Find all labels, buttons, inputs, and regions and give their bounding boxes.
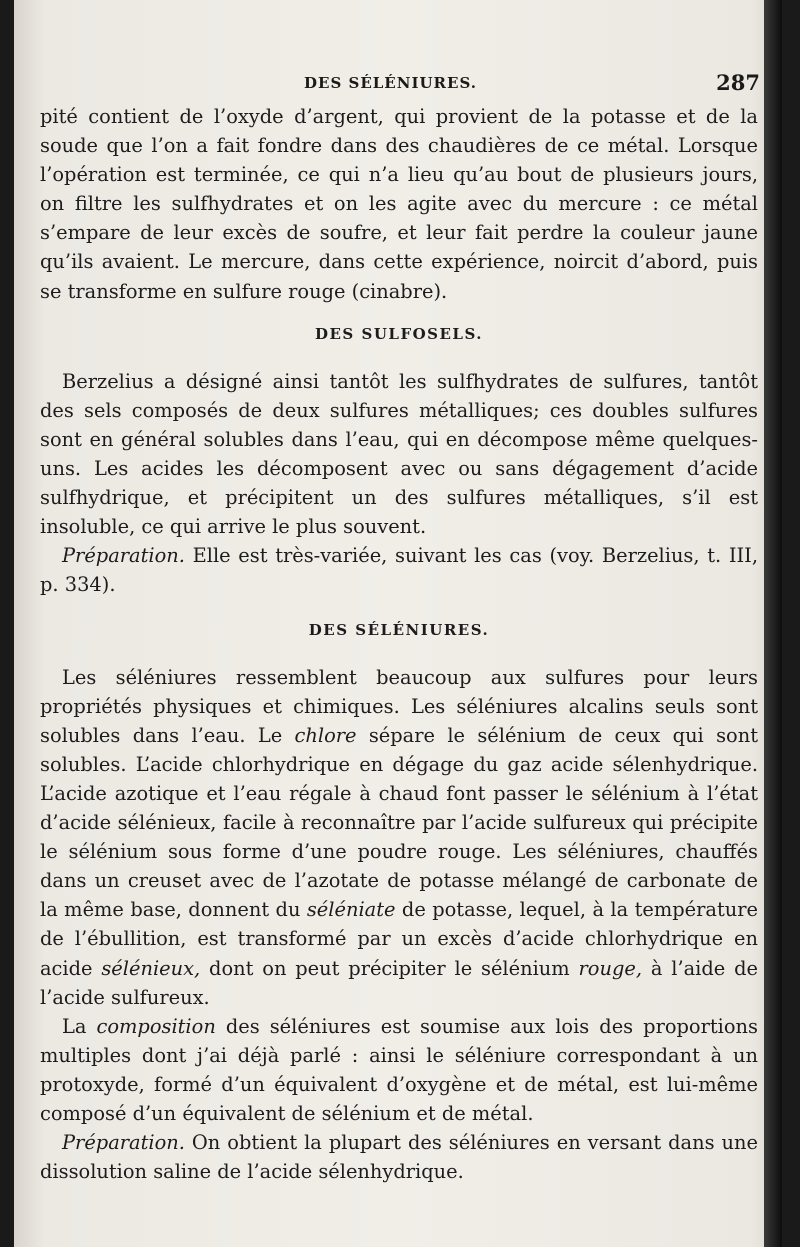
text-run: Les séléniures ressemblent beaucoup aux sulfures pour leurs propriétés physiques et chimiques. Les séléniures alcalins seuls sont solubles dans l’eau. Le	[40, 665, 758, 747]
text-run: à l’aide de l’acide sulfureux.	[40, 956, 758, 1009]
seleniures-paragraph-2	[40, 1012, 758, 1128]
page-number: 287	[716, 70, 760, 95]
text-run: de potasse, lequel, à la température de l’ébullition, est transformé par un excès d’acide chlorhydrique en acide	[40, 898, 758, 980]
text-run: sépare le sélénium de ceux qui sont solubles. L’acide chlorhydrique en dégage du gaz acide sélenhydrique. L’acide azotique et l’eau régale à chaud font passer le sélénium à l’état d’acide sélénieux, facile à reconnaître par l’acide sulfureux qui précipite le sélénium sous forme d’une poudre rouge. Les séléniures, chauffés dans un creuset avec de l’azotate de potasse mélangé de carbonate de la même base, donnent du	[40, 723, 758, 922]
running-title: DES SÉLÉNIURES.	[304, 74, 477, 92]
preparation-label: Préparation.	[62, 544, 185, 568]
italic-term: composition	[96, 1014, 216, 1038]
text-run: dont on peut précipiter le sélénium	[200, 956, 579, 980]
text-run: La	[62, 1014, 97, 1038]
seleniures-paragraph-1	[40, 663, 758, 1012]
sulfosels-paragraph: Berzelius a désigné ainsi tantôt les sulfhydrates de sulfures, tantôt des sels composés de deux sulfures métalliques; ces doubles sulfures sont en général solubles dans l’eau, qui en décompose même quelques-uns. Les acides les décomposent avec ou sans dégagement d’acide sulfhydrique, et précipitent un des sulfures métalliques, s’il est insoluble, ce qui arrive le plus souvent.	[40, 369, 758, 539]
preparation-label: Préparation.	[62, 1131, 185, 1155]
page-edge-shadow	[764, 0, 782, 1247]
section-title-seleniures: DES SÉLÉNIURES.	[308, 620, 490, 639]
sulfosels-preparation	[40, 541, 758, 599]
section-title-sulfosels: DES SULFOSELS.	[314, 324, 483, 343]
italic-term: chlore	[294, 723, 357, 747]
preparation-text: On obtient la plupart des séléniures en versant dans une dissolution saline de l’acide sélenhydrique.	[40, 1131, 758, 1184]
seleniures-preparation	[40, 1128, 758, 1186]
preparation-text: Elle est très-variée, suivant les cas (voy. Berzelius, t. III, p. 334).	[40, 544, 758, 597]
italic-term: séléniate	[306, 898, 396, 922]
text-run: des séléniures est soumise aux lois des proportions multiples dont j’ai déjà parlé : ainsi le séléniure correspondant à un protoxyde, formé d’un équivalent d’oxygène et de métal, est lui-même composé d’un équivalent de sélénium et de métal.	[40, 1014, 758, 1125]
page-body	[40, 102, 758, 1186]
book-page	[14, 0, 782, 1247]
page-header	[14, 70, 782, 100]
italic-term: rouge,	[578, 956, 642, 980]
italic-term: sélénieux,	[101, 956, 201, 980]
continued-paragraph: pité contient de l’oxyde d’argent, qui provient de la potasse et de la soude que l’on a fait fondre dans des chaudières de ce métal. Lorsque l’opération est terminée, ce qui n’a lieu qu’au bout de plusieurs jours, on filtre les sulfhydrates et on les agite avec du mercure : ce métal s’empare de leur excès de soufre, et leur fait perdre la couleur jaune qu’ils avaient. Le mercure, dans cette expérience, noircit d’abord, puis se transforme en sulfure rouge (cinabre).	[40, 105, 758, 303]
